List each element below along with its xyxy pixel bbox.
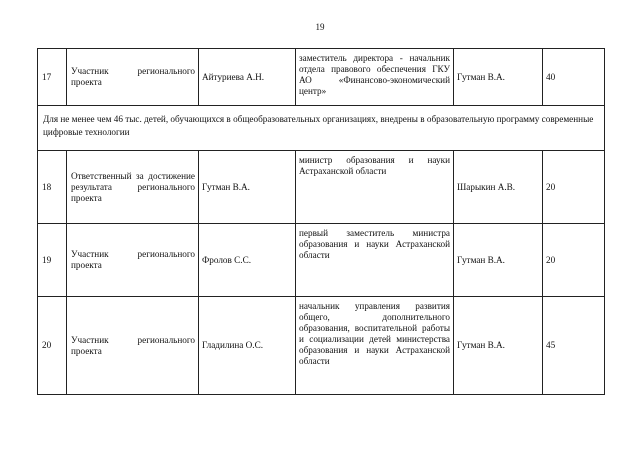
section-row: [38, 106, 605, 151]
position-cell: заместитель директора - начальник отдела правового обеспечения ГКУ АО «Финансово-экономический центр»: [296, 49, 454, 106]
role-cell: Ответственный за достижение результата регионального проекта: [67, 151, 199, 224]
name-cell: Айтуриева А.Н.: [199, 49, 296, 106]
name-cell: Фролов С.С.: [199, 224, 296, 297]
supervisor-cell: Гутман В.А.: [454, 297, 543, 395]
table-row: [38, 297, 605, 395]
percent-cell: 40: [543, 49, 605, 106]
table-row: [38, 224, 605, 297]
role-cell: Участник регионального проекта: [67, 297, 199, 395]
supervisor-cell: Шарыкин А.В.: [454, 151, 543, 224]
role-cell: Участник регионального проекта: [67, 49, 199, 106]
row-number: 18: [38, 151, 67, 224]
table-row: [38, 151, 605, 224]
name-cell: Гладилина О.С.: [199, 297, 296, 395]
row-number: 20: [38, 297, 67, 395]
supervisor-cell: Гутман В.А.: [454, 49, 543, 106]
position-cell: первый заместитель министра образования и науки Астраханской области: [296, 224, 454, 297]
table-row: [38, 49, 605, 106]
row-number: 17: [38, 49, 67, 106]
position-cell: министр образования и науки Астраханской области: [296, 151, 454, 224]
page-number: 19: [315, 22, 325, 32]
section-title: Для не менее чем 46 тыс. детей, обучающихся в общеобразовательных организациях, внедрены в образовательную программу современные цифровые технологии: [38, 106, 605, 151]
percent-cell: 45: [543, 297, 605, 395]
role-cell: Участник регионального проекта: [67, 224, 199, 297]
name-cell: Гутман В.А.: [199, 151, 296, 224]
position-cell: начальник управления развития общего, дополнительного образования, воспитательной работы и социализации детей министерства образования и науки Астраханской области: [296, 297, 454, 395]
row-number: 19: [38, 224, 67, 297]
percent-cell: 20: [543, 151, 605, 224]
percent-cell: 20: [543, 224, 605, 297]
participants-table: [37, 48, 605, 395]
supervisor-cell: Гутман В.А.: [454, 224, 543, 297]
